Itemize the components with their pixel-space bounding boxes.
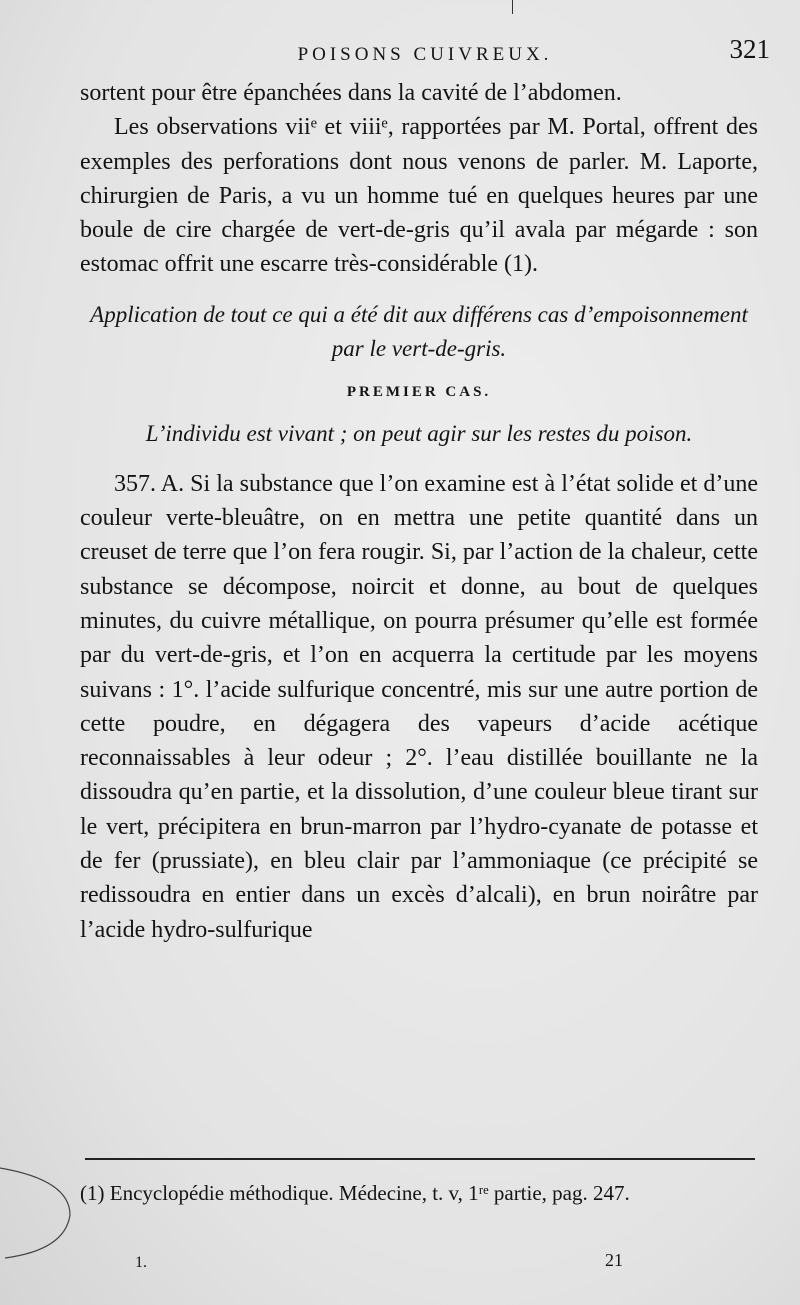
binding-mark <box>512 0 513 14</box>
case-heading: PREMIER CAS. <box>346 383 492 400</box>
signature-mark-left: 1. <box>135 1254 147 1271</box>
footnote: (1) Encyclopédie méthodique. Médecine, t. v, 1ʳᵉ partie, pag. 247. <box>80 1181 630 1205</box>
paragraph-continuation: sortent pour être épanchées dans la cavité de l’abdomen. <box>80 80 622 106</box>
signature-mark-right: 21 <box>605 1250 623 1270</box>
running-head <box>80 34 770 74</box>
body-text <box>80 76 758 947</box>
footnote-divider <box>85 1158 755 1160</box>
page-edge-curve <box>0 1160 80 1260</box>
running-title: POISONS CUIVREUX. <box>297 44 553 65</box>
article-357: 357. A. Si la substance que l’on examine est à l’état solide et d’une couleur verte-bleuâtre, on en mettra une petite quantité dans un creuset de terre que l’on fera rougir. Si, par l’action de la chaleur, cette substance se décompose, noircit et donne, au bout de quelques minutes, du cuivre métallique, on pourra présumer qu’elle est formée par du vert-de-gris, et l’on en acquerra la certitude par les moyens suivans : 1°. l’acide sulfurique concentré, mis sur une autre portion de cette poudre, en dégagera des vapeurs d’acide acétique reconnaissables à leur odeur ; 2°. l’eau distillée bouillante ne la dissoudra qu’en partie, et la dissolution, d’une couleur bleue tirant sur le vert, précipitera en brun-marron par l’hydro-cyanate de potasse et de fer (prussiate), en bleu clair par l’ammoniaque (ce précipité se redissoudra en entier dans un excès d’alcali), en brun noirâtre par l’acide hydro-sulfurique <box>80 470 758 943</box>
section-heading: Application de tout ce qui a été dit aux différens cas d’empoisonnement par le vert-de-gris. <box>90 301 748 361</box>
paragraph-observations: Les observations viiᵉ et viiiᵉ, rapportées par M. Portal, offrent des exemples des perforations dont nous venons de parler. M. Laporte, chirurgien de Paris, a vu un homme tué en quelques heures par une boule de cire chargée de vert-de-gris qu’il avala par mégarde : son estomac offrit une escarre très-considérable (1). <box>80 114 758 278</box>
case-subheading: L’individu est vivant ; on peut agir sur les restes du poison. <box>145 420 693 446</box>
page-number: 321 <box>729 34 770 64</box>
